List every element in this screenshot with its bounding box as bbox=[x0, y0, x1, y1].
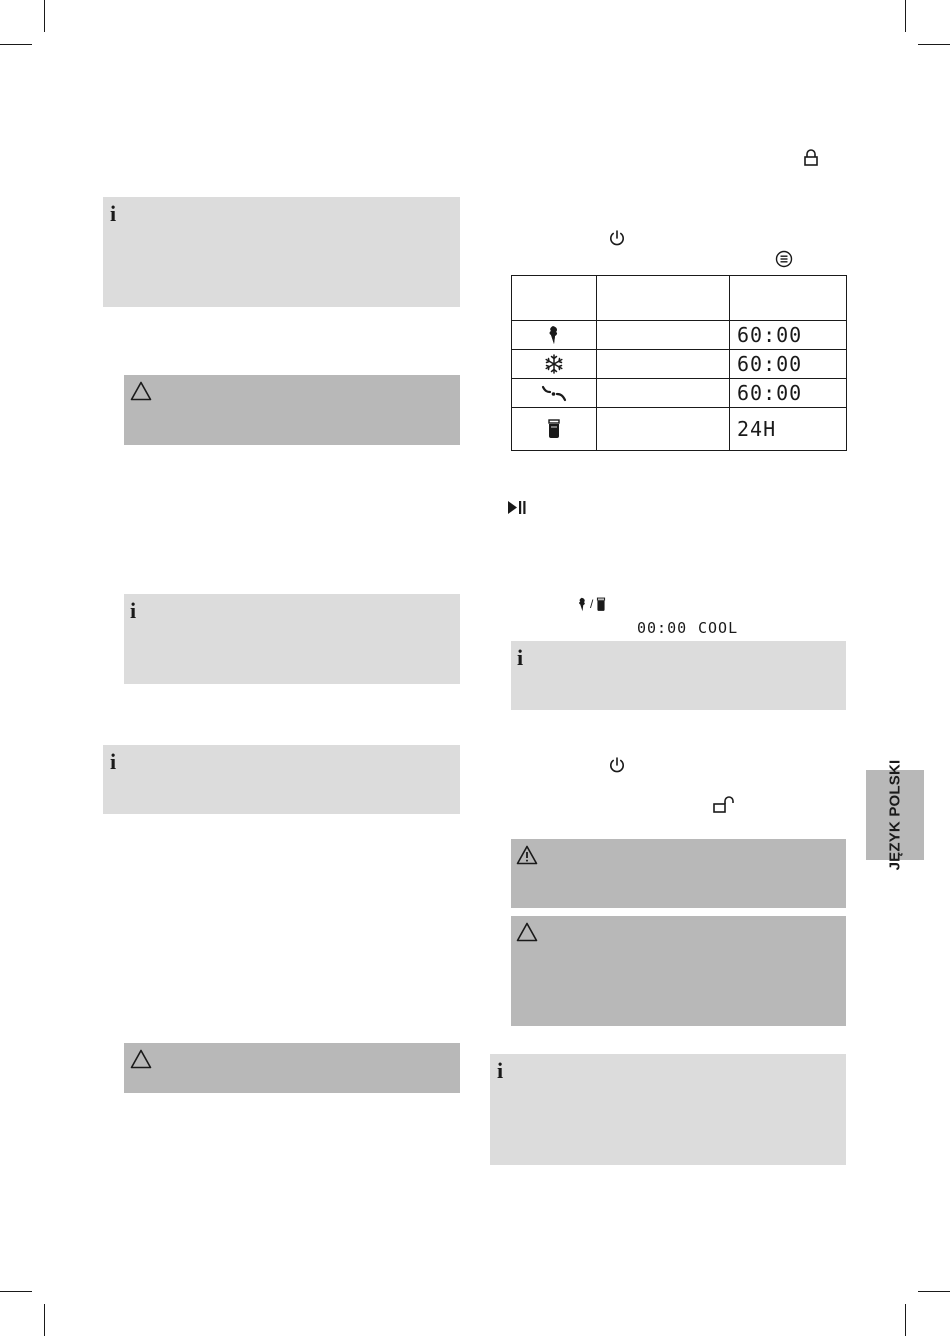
timer-value: 60:00 bbox=[730, 321, 847, 350]
warning-triangle-icon bbox=[130, 381, 152, 401]
info-icon: i bbox=[130, 598, 137, 623]
play-pause-icon bbox=[507, 500, 527, 515]
table-row bbox=[512, 408, 847, 451]
warning-note bbox=[511, 916, 846, 1026]
crop-mark bbox=[905, 1304, 906, 1336]
display-cool: COOL bbox=[698, 619, 739, 637]
unlock-icon bbox=[712, 796, 736, 814]
crop-mark bbox=[905, 0, 906, 32]
info-note bbox=[124, 594, 460, 684]
lock-icon bbox=[803, 149, 819, 167]
snowflake-icon bbox=[544, 354, 564, 374]
info-icon: i bbox=[110, 749, 117, 774]
ice-cream-icon bbox=[548, 325, 560, 345]
menu-icon bbox=[775, 250, 793, 268]
timer-value: 24H bbox=[730, 408, 847, 451]
mode-table bbox=[511, 275, 847, 451]
table-row bbox=[512, 350, 847, 379]
table-icon-cell bbox=[512, 379, 597, 408]
separator: / bbox=[590, 597, 594, 611]
crop-mark bbox=[918, 1291, 950, 1292]
warning-triangle-icon bbox=[516, 922, 538, 942]
table-cell bbox=[597, 379, 730, 408]
table-row bbox=[512, 321, 847, 350]
crop-mark bbox=[44, 0, 45, 32]
table-cell bbox=[597, 350, 730, 379]
power-icon bbox=[608, 756, 626, 774]
warning-note bbox=[511, 839, 846, 908]
crop-mark bbox=[0, 1291, 32, 1292]
table-icon-cell bbox=[512, 321, 597, 350]
info-note bbox=[511, 641, 846, 710]
info-icon: i bbox=[517, 645, 524, 670]
warning-note bbox=[124, 1043, 460, 1093]
warning-triangle-icon bbox=[130, 1049, 152, 1069]
table-row bbox=[512, 379, 847, 408]
table-icon-cell bbox=[512, 408, 597, 451]
crop-mark bbox=[44, 1304, 45, 1336]
table-header-row bbox=[512, 276, 847, 321]
language-tab-label: JĘZYK POLSKI bbox=[886, 759, 904, 871]
language-tab bbox=[866, 759, 924, 871]
ice-cream-icon bbox=[578, 597, 587, 612]
yogurt-jar-icon bbox=[547, 419, 561, 439]
table-cell bbox=[597, 408, 730, 451]
info-note bbox=[103, 745, 460, 814]
table-header-cell bbox=[597, 276, 730, 321]
crop-mark bbox=[918, 44, 950, 45]
table-cell bbox=[597, 321, 730, 350]
table-header-cell bbox=[730, 276, 847, 321]
display-zero-time: 00:00 bbox=[637, 619, 688, 637]
yogurt-jar-icon bbox=[596, 597, 606, 612]
mixing-paddle-icon bbox=[541, 384, 567, 402]
info-note bbox=[103, 197, 460, 307]
timer-value: 60:00 bbox=[730, 350, 847, 379]
crop-mark bbox=[0, 44, 32, 45]
table-header-cell bbox=[512, 276, 597, 321]
table-icon-cell bbox=[512, 350, 597, 379]
power-icon bbox=[608, 229, 626, 247]
info-icon: i bbox=[497, 1058, 504, 1083]
info-note bbox=[490, 1054, 846, 1165]
warning-note bbox=[124, 375, 460, 445]
info-icon: i bbox=[110, 201, 117, 226]
warning-triangle-icon bbox=[516, 845, 538, 865]
timer-value: 60:00 bbox=[730, 379, 847, 408]
